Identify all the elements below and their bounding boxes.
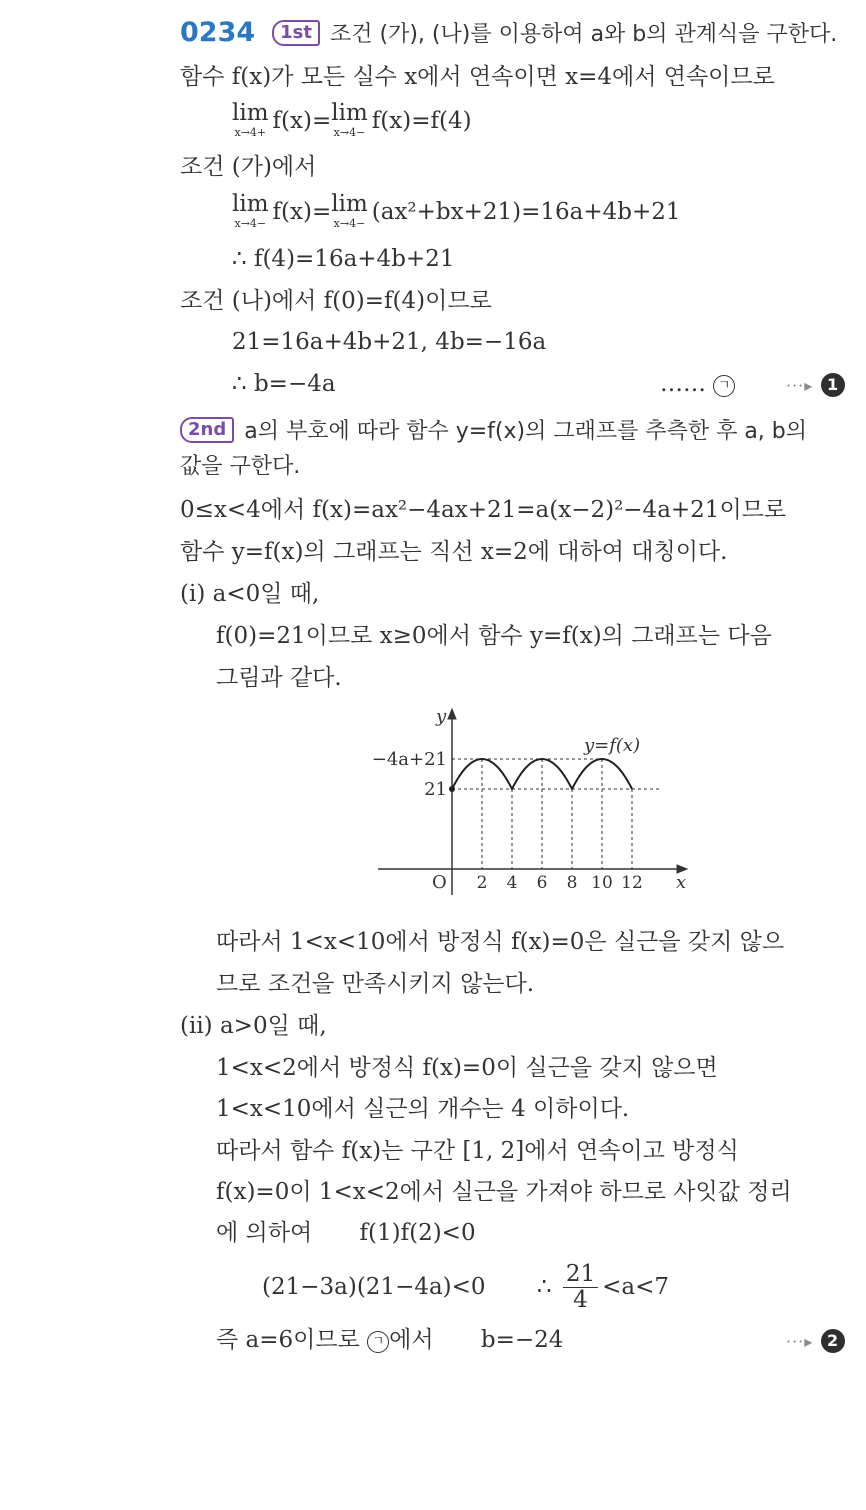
case-2-conclusion xyxy=(216,1325,563,1355)
curve-label: y=f(x) xyxy=(584,735,641,756)
arrow-icon: ···▸ xyxy=(786,1332,814,1351)
case-2-line-1: 1<x<2에서 방정식 f(x)=0이 실근을 갖지 않으면 xyxy=(216,1055,718,1081)
case-1-line-3: 따라서 1<x<10에서 방정식 f(x)=0은 실근을 갖지 않으 xyxy=(216,929,785,955)
x-tick-label: 8 xyxy=(566,873,578,893)
lim-word: lim xyxy=(232,191,269,217)
fraction-numerator: 21 xyxy=(563,1262,598,1288)
circled-label-icon: ㄱ xyxy=(367,1331,389,1353)
x-tick-label: 2 xyxy=(476,873,488,893)
case-1-heading: (ⅰ) a<0일 때, xyxy=(180,581,320,607)
case-1-line-1: f(0)=21이므로 x≥0에서 함수 y=f(x)의 그래프는 다음 xyxy=(216,623,772,649)
lim-subscript: x→4− xyxy=(333,126,366,139)
step2-line-1: 0≤x<4에서 f(x)=ax²−4ax+21=a(x−2)²−4a+21이므로 xyxy=(180,497,787,523)
y-tick-21: 21 xyxy=(424,779,447,800)
x-tick-label: 4 xyxy=(506,873,518,893)
origin-label: O xyxy=(432,872,447,893)
lim-word: lim xyxy=(232,100,269,126)
y-axis-label: y xyxy=(436,706,447,727)
step1-line-5: ∴ f(4)=16a+4b+21 xyxy=(232,246,455,272)
step1-title: 조건 (가), (나)를 이용하여 a와 b의 관계식을 구한다. xyxy=(330,22,838,47)
marker-1-icon: 1 xyxy=(821,373,845,397)
case-2-line-2: 1<x<10에서 실근의 개수는 4 이하이다. xyxy=(216,1096,630,1122)
step2-badge: 2nd xyxy=(180,417,234,443)
limit-eq2-mid: f(x)= xyxy=(272,199,332,225)
conclusion-a: 즉 a=6이므로 xyxy=(216,1327,360,1353)
step2-line-2: 함수 y=f(x)의 그래프는 직선 x=2에 대하여 대칭이다. xyxy=(180,539,728,565)
step2-title-b: 값을 구한다. xyxy=(180,454,301,479)
lim-word: lim xyxy=(331,100,368,126)
case-1-line-4: 므로 조건을 만족시키지 않는다. xyxy=(216,971,535,997)
limit-eq2-end: (ax²+bx+21)=16a+4b+21 xyxy=(371,199,681,225)
x-tick-label: 6 xyxy=(536,873,548,893)
problem-number: 0234 xyxy=(180,17,256,48)
step1-line-1: 함수 f(x)가 모든 실수 x에서 연속이면 x=4에서 연속이므로 xyxy=(180,64,775,90)
reference-dots: …… xyxy=(660,371,706,397)
case-2-inequality xyxy=(262,1262,669,1314)
step1-line-7: 21=16a+4b+21, 4b=−16a xyxy=(232,329,547,355)
step2-title-a: a의 부호에 따라 함수 y=f(x)의 그래프를 추측한 후 a, b의 xyxy=(244,419,808,444)
ivt-condition: f(1)f(2)<0 xyxy=(359,1220,476,1246)
step1-line-3: 조건 (가)에서 xyxy=(180,154,317,180)
circled-label-icon: ㄱ xyxy=(713,375,735,397)
therefore-symbol: ∴ xyxy=(536,1273,552,1300)
case-2-line-3: 따라서 함수 f(x)는 구간 [1, 2]에서 연속이고 방정식 xyxy=(216,1138,739,1164)
fraction-21-4 xyxy=(563,1262,598,1314)
step-marker-2 xyxy=(786,1325,845,1357)
inequality-range: <a<7 xyxy=(602,1273,670,1300)
conclusion-from: 에서 xyxy=(389,1327,434,1353)
lim-subscript: x→4− xyxy=(234,217,267,230)
lim-word: lim xyxy=(331,191,368,217)
limit-eq1-mid: f(x)= xyxy=(272,108,332,134)
inequality-product: (21−3a)(21−4a)<0 xyxy=(262,1273,486,1300)
case-1-line-2: 그림과 같다. xyxy=(216,665,342,691)
case-2-line-5 xyxy=(216,1218,476,1248)
limit-eq1-end: f(x)=f(4) xyxy=(371,108,472,134)
x-axis-label: x xyxy=(676,872,687,893)
step1-line-8: ∴ b=−4a xyxy=(232,371,336,397)
fraction-denominator: 4 xyxy=(573,1287,588,1314)
step1-badge: 1st xyxy=(272,20,320,46)
marker-2-icon: 2 xyxy=(821,1329,845,1353)
y-tick-max: −4a+21 xyxy=(371,749,447,770)
conclusion-b: b=−24 xyxy=(480,1327,564,1353)
lim-subscript: x→4+ xyxy=(234,126,267,139)
case-2-line-5a: 에 의하여 xyxy=(216,1220,313,1246)
x-tick-label: 10 xyxy=(591,873,613,893)
step1-line-6: 조건 (나)에서 f(0)=f(4)이므로 xyxy=(180,288,492,314)
lim-subscript: x→4− xyxy=(333,217,366,230)
case-2-line-4: f(x)=0이 1<x<2에서 실근을 가져야 하므로 사잇값 정리 xyxy=(216,1179,792,1205)
x-tick-label: 12 xyxy=(621,873,643,893)
start-point xyxy=(449,786,455,792)
case-2-heading: (ⅱ) a>0일 때, xyxy=(180,1013,327,1039)
arrow-icon: ···▸ xyxy=(786,376,814,395)
